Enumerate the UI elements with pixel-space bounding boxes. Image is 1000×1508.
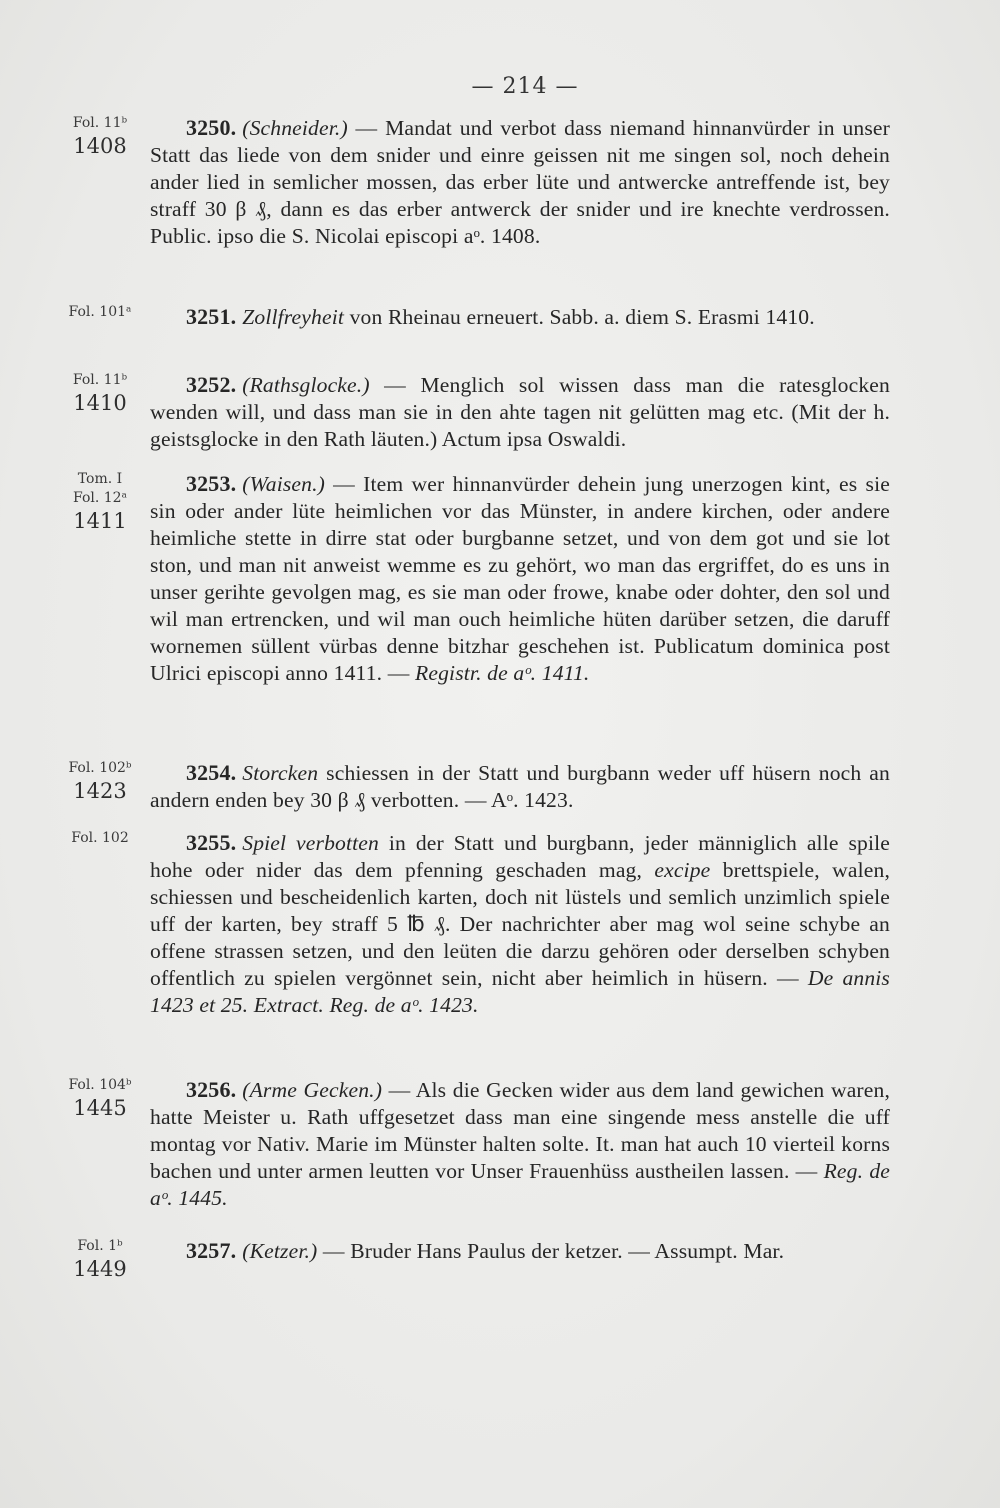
entry-body: in der Statt und burgbann, jeder männiglich alle spile hohe oder nider das dem pfenning geschaden mag,	[150, 831, 891, 882]
margin-year: 1449	[73, 1257, 127, 1281]
entry-3256	[68, 1076, 891, 1212]
margin-year: 1423	[73, 779, 127, 803]
entry-number: 3254.	[186, 760, 237, 785]
entry-number: 3252.	[186, 372, 237, 397]
entry-3253	[73, 470, 890, 687]
page-number: — 214 —	[471, 74, 579, 99]
folio-reference: Fol. 12ᵃ	[73, 490, 127, 506]
entry-heading: Storcken	[242, 761, 319, 785]
entry-source: De annis 1423 et 25. Extract. Reg. de aᵒ. 1423.	[150, 966, 890, 1017]
entry-3250	[72, 114, 890, 250]
entry-3255	[71, 829, 891, 1019]
entry-body: — Als die Gecken wider aus dem land gewichen waren, hatte Meister u. Rath uffgesetzet dass man eine singende mess anstelle die uff montag vor Nativ. Marie im Münster halten solte. It. man hat auch 10 vierteil korns bachen und unter armen leutten vor Unser Frauenhüss austheilen lassen. —	[150, 1078, 891, 1183]
margin-year: 1410	[73, 391, 127, 415]
entry-3251	[68, 303, 890, 331]
entry-text	[150, 1237, 890, 1265]
folio-reference: Fol. 104ᵇ	[68, 1077, 132, 1093]
entry-text	[150, 829, 890, 1019]
entry-body-continued: brettspiele, walen, schiessen und bescheidenlich karten, doch nit lüstels und semlich unzimlich spiele uff der karten, bey straff 5 ℔ ₰. Der nachrichter aber mag wol seine schybe an offene strassen setzen, und den leüten die darzu gehören oder derselben schyben offentlich zu spielen vergönnet sein, nicht aber heimlich in hüsern. —	[150, 858, 891, 990]
margin-note	[50, 470, 150, 534]
margin-year: 1445	[73, 1096, 127, 1120]
entry-source: Registr. de aᵒ. 1411.	[415, 661, 590, 685]
folio-reference: Fol. 101ᵃ	[68, 304, 132, 320]
entry-text	[150, 371, 890, 453]
entry-number: 3253.	[186, 471, 237, 496]
folio-reference: Fol. 11ᵇ	[72, 115, 128, 131]
entry-heading: Spiel verbotten	[242, 831, 379, 855]
folio-reference: Fol. 11ᵇ	[72, 372, 128, 388]
entry-heading: (Rathsglocke.)	[242, 373, 370, 397]
margin-note	[50, 829, 150, 848]
margin-note	[50, 1237, 150, 1282]
margin-note	[50, 759, 150, 804]
entry-body: — Bruder Hans Paulus der ketzer. — Assumpt. Mar.	[317, 1239, 785, 1263]
entry-3257	[73, 1237, 890, 1281]
entry-number: 3256.	[186, 1077, 237, 1102]
entry-text	[150, 759, 890, 814]
entry-number: 3255.	[186, 830, 237, 855]
entry-italic-term: excipe	[654, 858, 711, 882]
entry-heading: Zollfreyheit	[242, 305, 345, 329]
entry-body: schiessen in der Statt und burgbann weder uff hüsern noch an andern enden bey 30 β ₰ verbotten. — Aᵒ. 1423.	[150, 761, 890, 812]
entry-heading: (Schneider.)	[242, 116, 348, 140]
entry-text	[150, 1076, 890, 1212]
margin-note	[50, 303, 150, 322]
entry-text	[150, 470, 890, 687]
entry-number: 3251.	[186, 304, 237, 329]
entry-text	[150, 303, 890, 331]
entry-number: 3250.	[186, 115, 237, 140]
margin-year: 1411	[73, 509, 127, 533]
margin-note	[50, 114, 150, 159]
folio-reference: Fol. 102ᵇ	[68, 760, 132, 776]
margin-note	[50, 371, 150, 416]
margin-year: 1408	[73, 134, 127, 158]
folio-reference: Fol. 1ᵇ	[77, 1238, 123, 1254]
margin-note	[50, 1076, 150, 1121]
entry-body: — Item wer hinnanvürder dehein jung unerzogen kint, es sie sin oder ander lüte heimlichen vor das Münster, in andere kirchen, oder andere heimliche stette in dirre stat oder burgbanne setzet, und von dem got und sie lot ston, und man nit anweist wemme es zu gehört, wo man das ergriffet, do es uns in unser gerihte gevolgen mag, es sie man oder frowe, knabe oder dohter, den sol und wil man ertrencken, und wil man ouch heimliche hüten darüber setzen, die daruff wornemen süllent vürbas denne bitzhar geschehen ist. Publicatum dominica post Ulrici episcopi anno 1411. —	[150, 472, 890, 685]
folio-reference: Fol. 102	[71, 830, 129, 846]
entry-body: — Menglich sol wissen dass man die ratesglocken wenden will, und dass man sie in den ahte tagen nit gelütten mag etc. (Mit der h. geistsglocke in den Rath läuten.) Actum ipsa Oswaldi.	[150, 373, 890, 451]
entry-source: Reg. de aᵒ. 1445.	[150, 1159, 890, 1210]
entry-heading: (Ketzer.)	[242, 1239, 318, 1263]
entry-3252	[72, 371, 890, 453]
entry-heading: (Arme Gecken.)	[242, 1078, 383, 1102]
entry-body: von Rheinau erneuert. Sabb. a. diem S. Erasmi 1410.	[344, 305, 815, 329]
volume-reference: Tom. I	[77, 471, 123, 487]
entry-heading: (Waisen.)	[242, 472, 325, 496]
entry-body: — Mandat und verbot dass niemand hinnanvürder in unser Statt das liede von dem snider und einre geissen nit me singen sol, noch dehein ander lied in semlicher mossen, das erber lüte und antwercke antreffende ist, bey straff 30 β ₰, dann es das erber antwerck der snider und ire knechte verdrossen. Public. ipso die S. Nicolai episcopi aᵒ. 1408.	[150, 116, 890, 248]
entry-3254	[68, 759, 890, 814]
entry-number: 3257.	[186, 1238, 237, 1263]
entry-text	[150, 114, 890, 250]
